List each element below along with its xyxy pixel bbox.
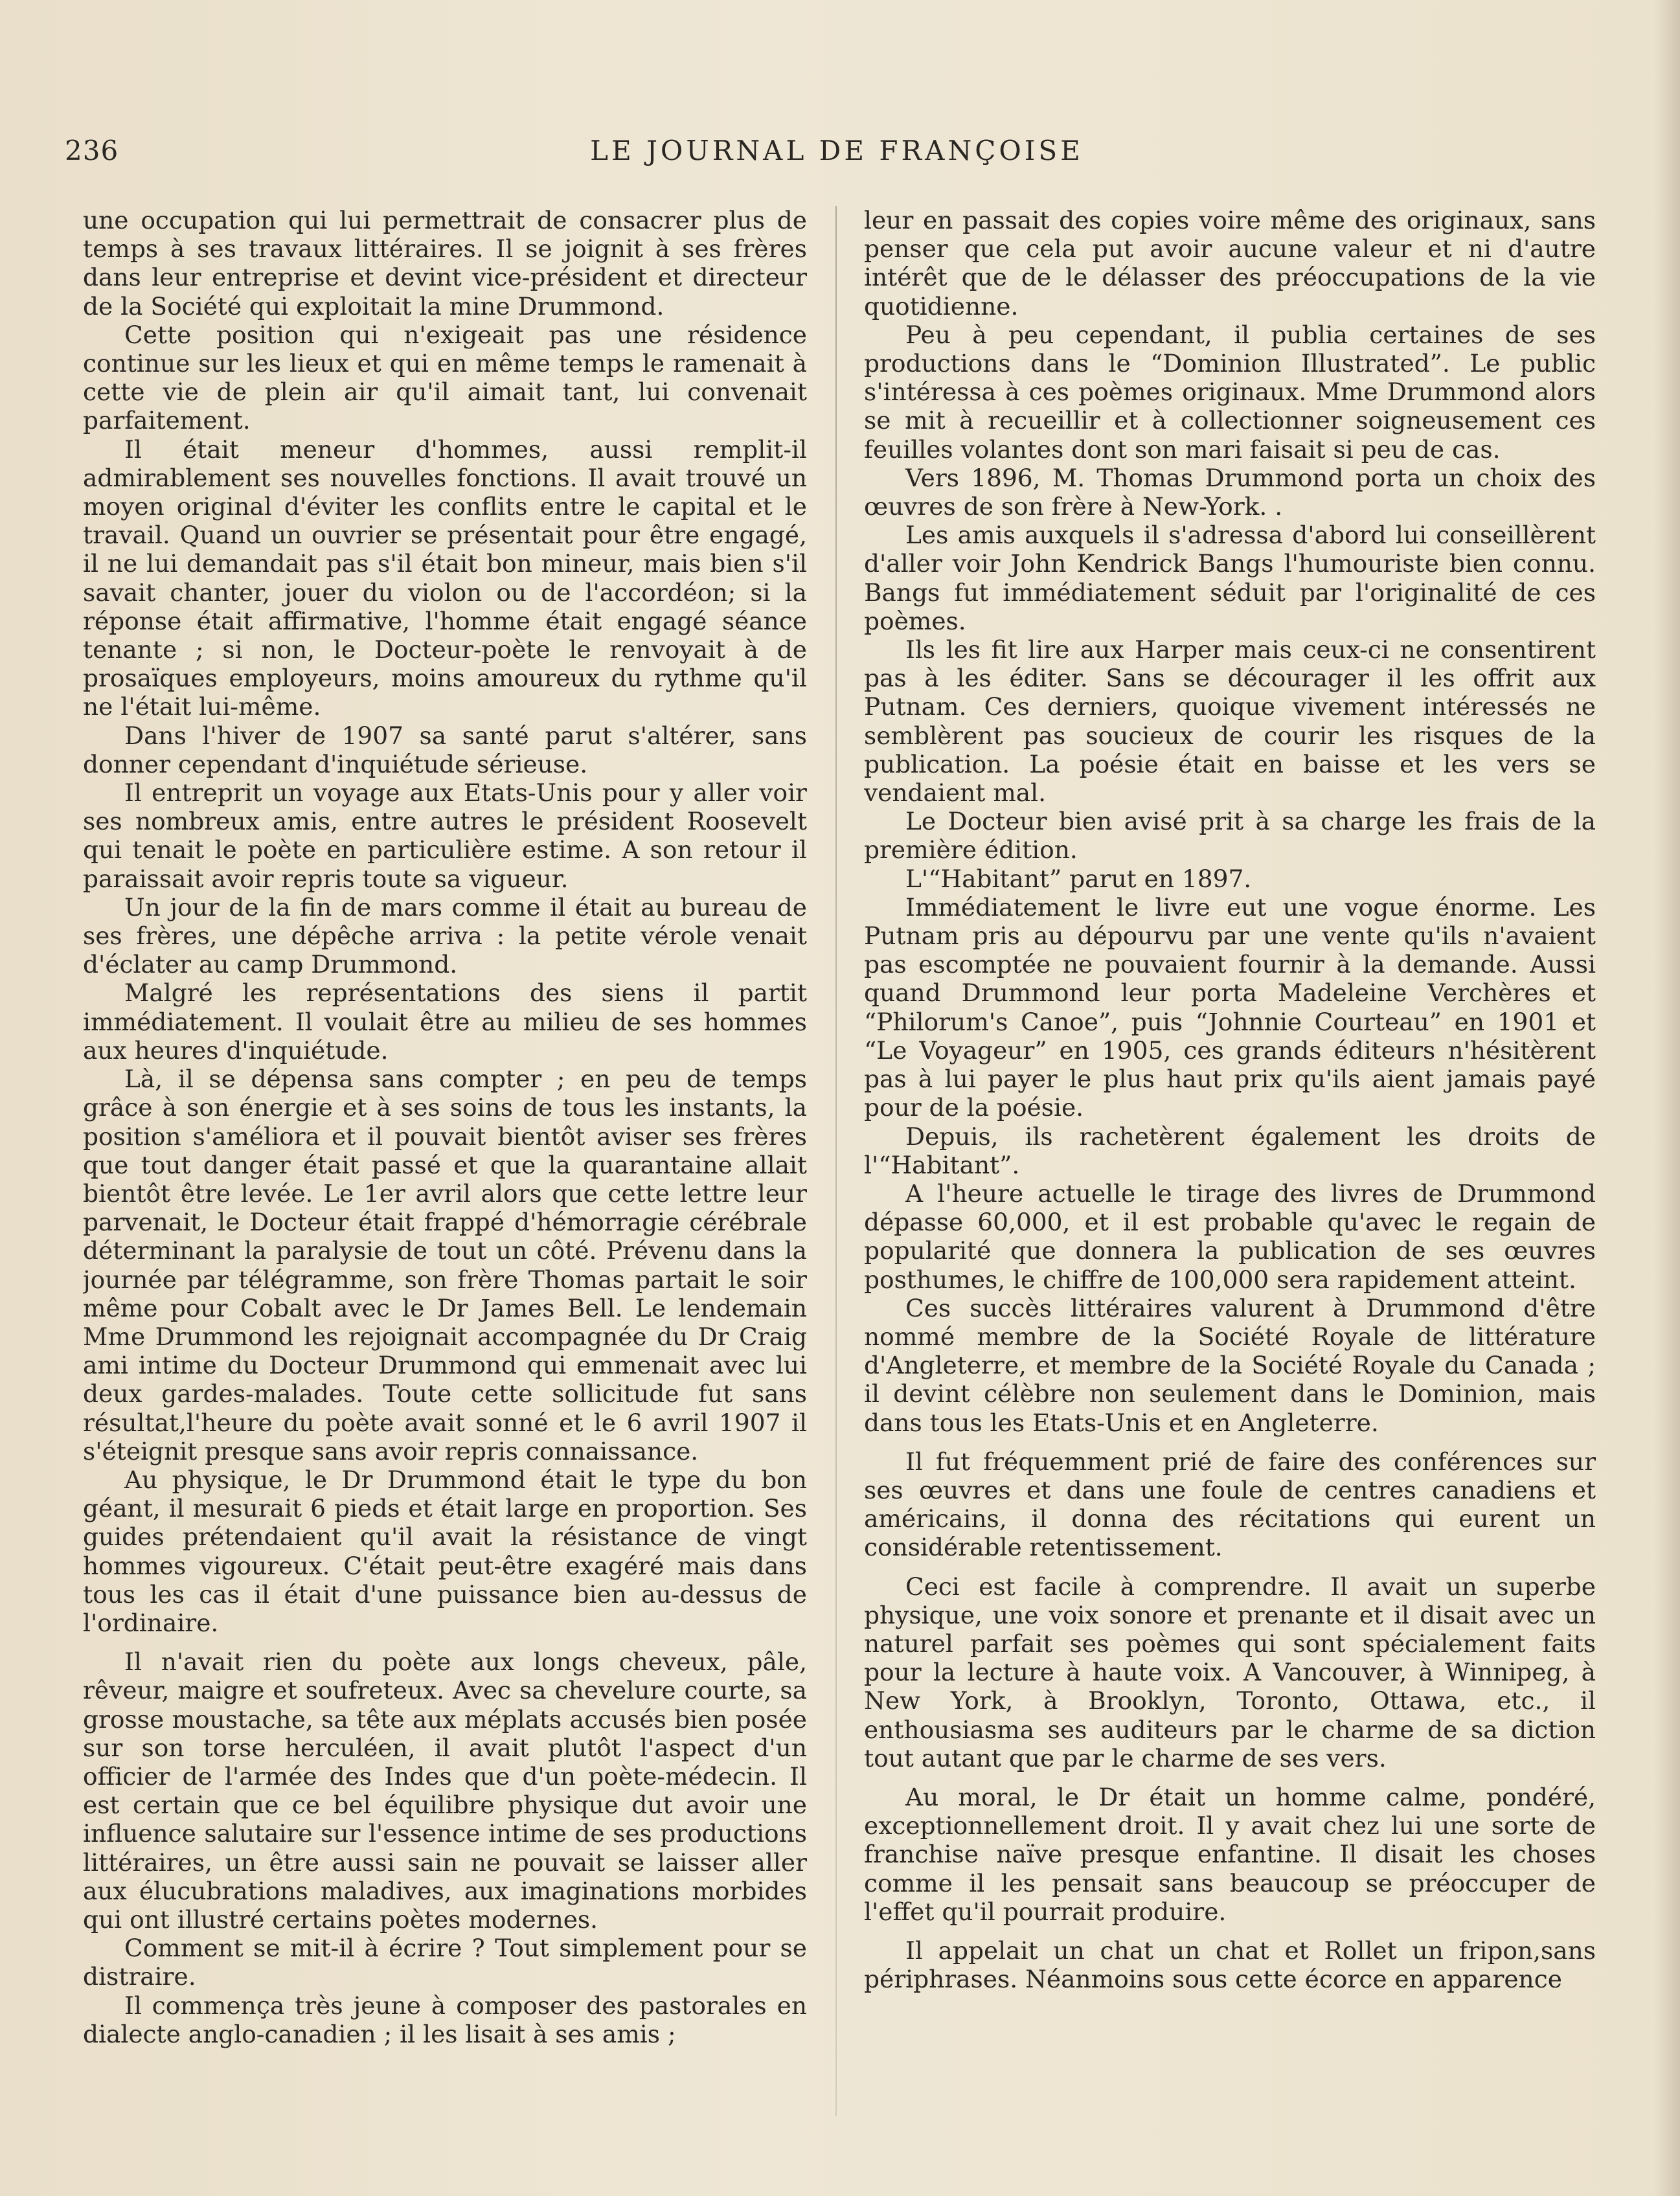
left-column [83, 206, 807, 2123]
paragraph: Il n'avait rien du poète aux longs cheveux, pâle, rêveur, maigre et soufreteux. Avec sa chevelure courte, sa grosse moustache, sa tête aux méplats accusés bien posée sur son torse herculéen, il avait plutôt l'aspect d'un officier de l'armée des Indes que d'un poète-médecin. Il est certain que ce bel équilibre physique dut avoir une influence salutaire sur l'essence intime de ses productions littéraires, un être aussi sain ne pouvait se laisser aller aux élucubrations maladives, aux imaginations morbides qui ont illustré certains poètes modernes. [83, 1647, 807, 1934]
paragraph: Malgré les représentations des siens il partit immédiatement. Il voulait être au milieu de ses hommes aux heures d'inquiétude. [83, 979, 807, 1065]
paragraph: Il était meneur d'hommes, aussi remplit-il admirablement ses nouvelles fonctions. Il avait trouvé un moyen original d'éviter les conflits entre le capital et le travail. Quand un ouvrier se présentait pour être engagé, il ne lui demandait pas s'il était bon mineur, mais bien s'il savait chanter, jouer du violon ou de l'accordéon; si la réponse était affirmative, l'homme était engagé séance tenante ; si non, le Docteur-poète le renvoyait à de prosaïques employeurs, moins amoureux du rythme qu'il ne l'était lui-même. [83, 435, 807, 721]
paragraph: Comment se mit-il à écrire ? Tout simplement pour se distraire. [83, 1934, 807, 1991]
paragraph: Au physique, le Dr Drummond était le type du bon géant, il mesurait 6 pieds et était large en proportion. Ses guides prétendaient qu'il avait la résistance de vingt hommes vigoureux. C'était peut-être exagéré mais dans tous les cas il était d'une puissance bien au-dessus de l'ordinaire. [83, 1465, 807, 1637]
paragraph: Il commença très jeune à composer des pastorales en dialecte anglo-canadien ; il les lisait à ses amis ; [83, 1991, 807, 2048]
page-spine-shadow [1654, 0, 1680, 2196]
paragraph: Ceci est facile à comprendre. Il avait un superbe physique, une voix sonore et prenante et il disait avec un naturel parfait ses poèmes qui sont spécialement faits pour la lecture à haute voix. A Vancouver, à Winnipeg, à New York, à Brooklyn, Toronto, Ottawa, etc., il enthousiasma ses auditeurs par le charme de sa diction tout autant que par le charme de ses vers. [864, 1572, 1596, 1772]
paragraph: Il entreprit un voyage aux Etats-Unis pour y aller voir ses nombreux amis, entre autres le président Roosevelt qui tenait le poète en particulière estime. A son retour il paraissait avoir repris toute sa vigueur. [83, 778, 807, 893]
paragraph: Les amis auxquels il s'adressa d'abord lui conseillèrent d'aller voir John Kendrick Bangs l'humouriste bien connu. Bangs fut immédiatement séduit par l'originalité de ces poèmes. [864, 521, 1596, 635]
paragraph: A l'heure actuelle le tirage des livres de Drummond dépasse 60,000, et il est probable qu'avec le regain de popularité que donnera la publication de ses œuvres posthumes, le chiffre de 100,000 sera rapidement atteint. [864, 1179, 1596, 1294]
running-title: LE JOURNAL DE FRANÇOISE [590, 135, 1084, 166]
paragraph: leur en passait des copies voire même des originaux, sans penser que cela put avoir aucune valeur et ni d'autre intérêt que de le délasser des préoccupations de la vie quotidienne. [864, 206, 1596, 321]
paragraph: Il appelait un chat un chat et Rollet un fripon,sans périphrases. Néanmoins sous cette écorce en apparence [864, 1936, 1596, 1994]
page-number: 236 [65, 135, 119, 166]
column-divider [835, 206, 837, 2116]
paragraph: Dans l'hiver de 1907 sa santé parut s'altérer, sans donner cependant d'inquiétude sérieuse. [83, 721, 807, 778]
paragraph: Le Docteur bien avisé prit à sa charge les frais de la première édition. [864, 807, 1596, 865]
paragraph: Ces succès littéraires valurent à Drummond d'être nommé membre de la Société Royale de littérature d'Angleterre, et membre de la Société Royale du Canada ; il devint célèbre non seulement dans le Dominion, mais dans tous les Etats-Unis et en Angleterre. [864, 1293, 1596, 1437]
right-column [864, 206, 1596, 2123]
paragraph: Là, il se dépensa sans compter ; en peu de temps grâce à son énergie et à ses soins de tous les instants, la position s'améliora et il pouvait bientôt aviser ses frères que tout danger était passé et que la quarantaine allait bientôt être levée. Le 1er avril alors que cette lettre leur parvenait, le Docteur était frappé d'hémorragie cérébrale déterminant la paralysie de tout un côté. Prévenu dans la journée par télégramme, son frère Thomas partait le soir même pour Cobalt avec le Dr James Bell. Le lendemain Mme Drummond les rejoignait accompagnée du Dr Craig ami intime du Docteur Drummond qui emmenait avec lui deux gardes-malades. Toute cette sollicitude fut sans résultat,l'heure du poète avait sonné et le 6 avril 1907 il s'éteignit presque sans avoir repris connaissance. [83, 1065, 807, 1466]
paragraph: Il fut fréquemment prié de faire des conférences sur ses œuvres et dans une foule de centres canadiens et américains, il donna des récitations qui eurent un considérable retentissement. [864, 1447, 1596, 1562]
paragraph: Immédiatement le livre eut une vogue énorme. Les Putnam pris au dépourvu par une vente qu'ils n'avaient pas escomptée ne pouvaient fournir à la demande. Aussi quand Drummond leur porta Madeleine Verchères et “Philorum's Canoe”, puis “Johnnie Courteau” en 1901 et “Le Voyageur” en 1905, ces grands éditeurs n'hésitèrent pas à lui payer le plus haut prix qu'ils aient jamais payé pour de la poésie. [864, 892, 1596, 1122]
page-header [65, 135, 1609, 174]
paragraph: Cette position qui n'exigeait pas une résidence continue sur les lieux et qui en même temps le ramenait à cette vie de plein air qu'il aimait tant, lui convenait parfaitement. [83, 320, 807, 435]
paragraph: Ils les fit lire aux Harper mais ceux-ci ne consentirent pas à les éditer. Sans se décourager il les offrit aux Putnam. Ces derniers, quoique vivement intéressés ne semblèrent pas soucieux de courir les risques de la publication. La poésie était en baisse et les vers se vendaient mal. [864, 635, 1596, 808]
paragraph: Au moral, le Dr était un homme calme, pondéré, exceptionnellement droit. Il y avait chez lui une sorte de franchise naïve presque enfantine. Il disait les choses comme il les pensait sans beaucoup se préoccuper de l'effet qu'il pourrait produire. [864, 1782, 1596, 1926]
paragraph: Peu à peu cependant, il publia certaines de ses productions dans le “Dominion Illustrated”. Le public s'intéressa à ces poèmes originaux. Mme Drummond alors se mit à recueillir et à collectionner soigneusement ces feuilles volantes dont son mari faisait si peu de cas. [864, 320, 1596, 464]
paragraph: une occupation qui lui permettrait de consacrer plus de temps à ses travaux littéraires. Il se joignit à ses frères dans leur entreprise et devint vice-président et directeur de la Société qui exploitait la mine Drummond. [83, 206, 807, 321]
paragraph: Depuis, ils rachetèrent également les droits de l'“Habitant”. [864, 1122, 1596, 1179]
paragraph: Un jour de la fin de mars comme il était au bureau de ses frères, une dépêche arriva : la petite vérole venait d'éclater au camp Drummond. [83, 892, 807, 979]
paragraph: Vers 1896, M. Thomas Drummond porta un choix des œuvres de son frère à New-York. . [864, 463, 1596, 521]
paragraph: L'“Habitant” parut en 1897. [905, 864, 1252, 893]
